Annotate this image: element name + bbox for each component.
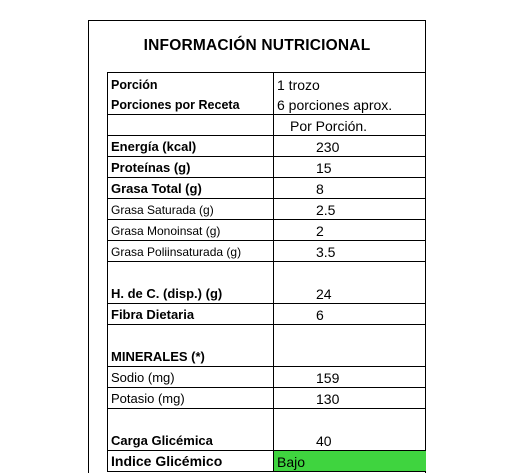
nutrient-value: 8	[273, 178, 426, 198]
nutrient-row-total-fat	[107, 178, 426, 199]
nutrient-row-saturated-fat	[107, 199, 426, 220]
nutrient-label: Grasa Total (g)	[111, 181, 202, 196]
servings-per-recipe-label: Porciones por Receta	[111, 98, 240, 112]
serving-row	[107, 73, 426, 94]
mineral-value: 130	[273, 388, 426, 408]
mineral-value: 159	[273, 367, 426, 387]
sheet-title: INFORMACIÓN NUTRICIONAL	[143, 37, 371, 54]
glycemic-index-value: Bajo	[273, 451, 426, 471]
nutrient-value: 2.5	[273, 199, 426, 219]
nutrient-value: 15	[273, 157, 426, 177]
nutrient-label: Energía (kcal)	[111, 139, 197, 154]
glycemic-load-row	[107, 430, 426, 451]
nutrient-value: 230	[273, 136, 426, 156]
glycemic-index-label: Indice Glicémico	[111, 453, 223, 469]
nutrient-value: 24	[273, 283, 426, 303]
blank-cell	[273, 262, 426, 283]
serving-value: 1 trozo	[273, 73, 426, 94]
per-portion-header: Por Porción.	[273, 115, 426, 135]
mineral-label: Sodio (mg)	[111, 370, 175, 385]
glycemic-load-value: 40	[273, 430, 426, 450]
nutrient-value: 2	[273, 220, 426, 240]
blank-cell	[273, 325, 426, 346]
servings-per-recipe-row	[107, 94, 426, 115]
servings-per-recipe-value: 6 porciones aprox.	[273, 94, 426, 114]
glycemic-index-row	[107, 451, 426, 472]
mineral-row-sodium	[107, 367, 426, 388]
nutrition-table	[107, 72, 426, 472]
nutrient-label: Grasa Monoinsat (g)	[111, 224, 221, 238]
blank-row	[107, 325, 426, 346]
per-portion-header-row	[107, 115, 426, 136]
nutrient-label: Fibra Dietaria	[111, 307, 195, 322]
mineral-row-potassium	[107, 388, 426, 409]
blank-cell	[273, 346, 426, 366]
nutrient-value: 3.5	[273, 241, 426, 261]
per-portion-header-spacer	[108, 115, 273, 135]
nutrient-row-monounsaturated-fat	[107, 220, 426, 241]
nutrient-row-protein	[107, 157, 426, 178]
blank-row	[107, 409, 426, 430]
nutrient-row-fiber	[107, 304, 426, 325]
nutrient-value: 6	[273, 304, 426, 324]
glycemic-load-label: Carga Glicémica	[111, 433, 213, 448]
minerals-header: MINERALES (*)	[111, 349, 205, 364]
serving-label: Porción	[111, 78, 158, 92]
nutrient-row-polyunsaturated-fat	[107, 241, 426, 262]
nutrient-label: Proteínas (g)	[111, 160, 191, 175]
blank-row	[107, 262, 426, 283]
nutrient-label: H. de C. (disp.) (g)	[111, 286, 223, 301]
nutrient-label: Grasa Saturada (g)	[111, 203, 214, 217]
blank-cell	[108, 262, 273, 283]
mineral-label: Potasio (mg)	[111, 391, 185, 406]
minerals-header-row	[107, 346, 426, 367]
nutrient-row-energy	[107, 136, 426, 157]
nutrient-label: Grasa Poliinsaturada (g)	[111, 245, 242, 259]
nutrient-row-carbs	[107, 283, 426, 304]
blank-cell	[108, 409, 273, 430]
nutrition-sheet	[88, 20, 426, 473]
blank-cell	[273, 409, 426, 430]
blank-cell	[108, 325, 273, 346]
